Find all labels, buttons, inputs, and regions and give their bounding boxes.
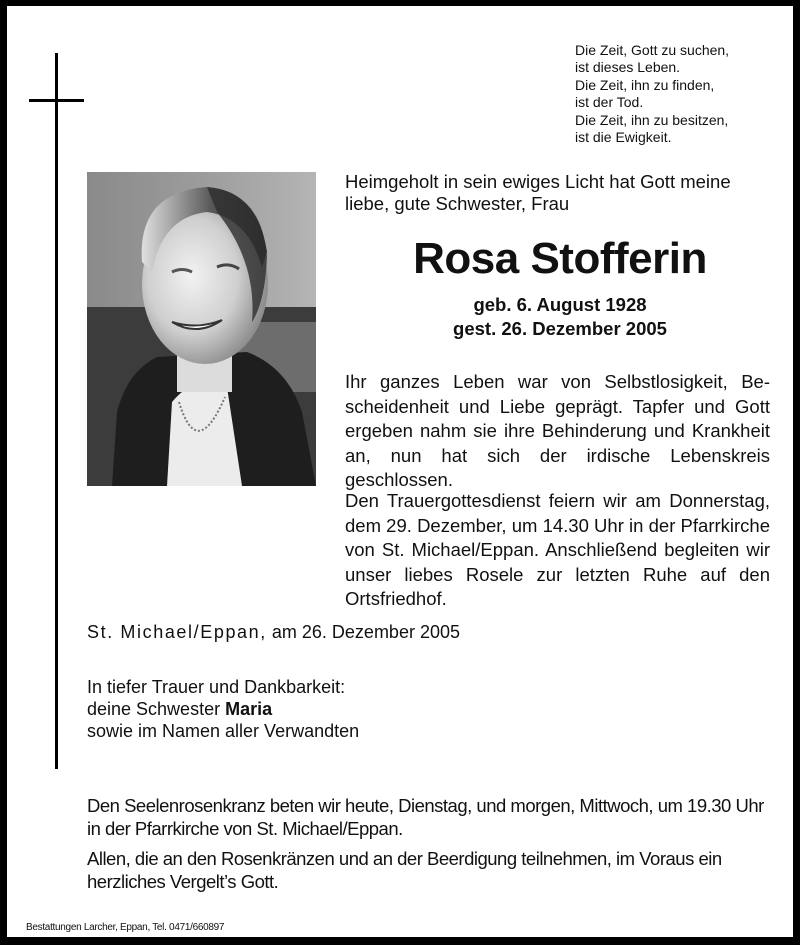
place: St. Michael/Eppan, — [87, 622, 267, 642]
cross-icon-vertical — [55, 53, 58, 769]
poem-line: ist dieses Leben. — [575, 59, 681, 76]
poem-line: Die Zeit, ihn zu besitzen, — [575, 111, 729, 128]
poem-line: ist die Ewigkeit. — [575, 129, 672, 146]
portrait-photo — [87, 172, 316, 486]
signoff-line: sowie im Namen aller Verwandten — [87, 721, 360, 741]
cross-icon-horizontal — [29, 99, 84, 102]
life-paragraph: Ihr ganzes Leben war von Selbstlosigkeit, Bescheidenheit und Liebe geprägt. Tapfer und Gott ergeben nahm sie ihre Behinderung und Krankheit an, nun hat sich der irdische Lebenskreis geschlossen. — [345, 371, 770, 490]
deceased-name: Rosa Stofferin — [413, 234, 707, 283]
signoff-line — [87, 698, 359, 720]
poem — [575, 42, 729, 146]
mourner-name: Maria — [225, 699, 273, 719]
poem-line: Die Zeit, ihn zu finden, — [575, 76, 715, 93]
intro-line: Heimgeholt in sein ewiges Licht hat Gott meine — [345, 171, 731, 192]
thanks-paragraph: Allen, die an den Rosenkränzen und an der Beerdigung teilnehmen, im Voraus ein herzliches Vergelt’s Gott. — [87, 848, 722, 892]
intro-line: liebe, gute Schwester, Frau — [345, 193, 570, 214]
poem-line: ist der Tod. — [575, 94, 644, 111]
birth-date: geb. 6. August 1928 — [473, 294, 647, 315]
place-date-line — [87, 620, 460, 644]
intro-text — [345, 171, 775, 215]
poem-line: Die Zeit, Gott zu suchen, — [575, 42, 730, 58]
date: am 26. Dezember 2005 — [266, 622, 460, 642]
life-dates — [345, 293, 775, 341]
signoff-prefix: deine Schwester — [87, 699, 226, 719]
portrait-image — [87, 172, 316, 486]
signoff — [87, 676, 359, 742]
death-date: gest. 26. Dezember 2005 — [453, 318, 667, 339]
rosary-paragraph: Den Seelenrosenkranz beten wir heute, Dienstag, und morgen, Mittwoch, um 19.30 Uhr in der Pfarrkirche von St. Michael/Eppan. — [87, 795, 764, 839]
service-paragraph: Den Trauergottesdienst feiern wir am Donnerstag, dem 29. Dezember, um 14.30 Uhr in der Pfarrkirche von St. Michael/Eppan. Anschließend begleiten wir unser liebes Rosele zur letzten Ruhe auf den Ortsfriedhof. — [345, 490, 770, 609]
funeral-home-footer: Bestattungen Larcher, Eppan, Tel. 0471/660897 — [26, 922, 225, 933]
signoff-line: In tiefer Trauer und Dankbarkeit: — [87, 677, 346, 697]
